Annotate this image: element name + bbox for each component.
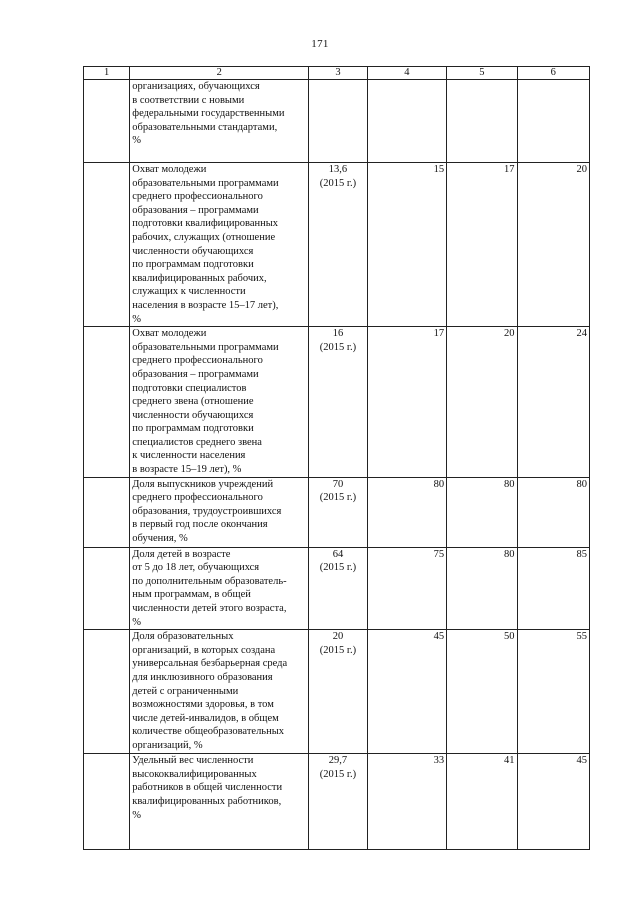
target-cell-2: 41 <box>447 754 517 850</box>
table-row <box>84 754 590 850</box>
target-cell-2 <box>447 80 517 163</box>
target-cell-1: 17 <box>367 327 446 478</box>
indicator-cell: Доля выпускников учреждений среднего профессионального образования, трудоустроившихся в первый год после окончания обучения, % <box>130 477 309 547</box>
indicator-cell: Охват молодежи образовательными программами среднего профессионального образования – программами подготовки квалифицированных рабочих, служащих (отношение численности обучающихся по программам подготовки квалифицированных рабочих, служащих к численности населения в возрасте 15–17 лет), % <box>130 163 309 327</box>
row-number-cell <box>84 477 130 547</box>
baseline-cell: 29,7 (2015 г.) <box>309 754 367 850</box>
target-cell-1 <box>367 80 446 163</box>
indicator-cell: Охват молодежи образовательными программами среднего профессионального образования – программами подготовки специалистов среднего звена (отношение численности обучающихся по программам подготовки специалистов среднего звена к численности населения в возрасте 15–19 лет), % <box>130 327 309 478</box>
column-header-5: 5 <box>447 67 517 80</box>
table-header-row <box>84 67 590 80</box>
target-cell-3: 24 <box>517 327 589 478</box>
row-number-cell <box>84 754 130 850</box>
target-cell-1: 45 <box>367 630 446 754</box>
column-header-4: 4 <box>367 67 446 80</box>
target-cell-3: 80 <box>517 477 589 547</box>
table-row <box>84 163 590 327</box>
indicators-table <box>83 66 590 850</box>
baseline-cell: 13,6 (2015 г.) <box>309 163 367 327</box>
table-row <box>84 547 590 630</box>
table-row <box>84 327 590 478</box>
indicator-cell: организациях, обучающихся в соответствии с новыми федеральными государственными образовательными стандартами, % <box>130 80 309 163</box>
target-cell-2: 80 <box>447 547 517 630</box>
column-header-1: 1 <box>84 67 130 80</box>
row-number-cell <box>84 80 130 163</box>
baseline-cell: 16 (2015 г.) <box>309 327 367 478</box>
target-cell-3: 45 <box>517 754 589 850</box>
table-row <box>84 630 590 754</box>
baseline-cell <box>309 80 367 163</box>
indicator-cell: Удельный вес численности высококвалифицированных работников в общей численности квалифицированных работников, % <box>130 754 309 850</box>
target-cell-2: 80 <box>447 477 517 547</box>
column-header-6: 6 <box>517 67 589 80</box>
column-header-2: 2 <box>130 67 309 80</box>
target-cell-3: 20 <box>517 163 589 327</box>
target-cell-1: 33 <box>367 754 446 850</box>
target-cell-3: 85 <box>517 547 589 630</box>
indicator-cell: Доля детей в возрасте от 5 до 18 лет, обучающихся по дополнительным образователь- ным программам, в общей численности детей этого возраста, % <box>130 547 309 630</box>
target-cell-1: 75 <box>367 547 446 630</box>
target-cell-3: 55 <box>517 630 589 754</box>
row-number-cell <box>84 547 130 630</box>
target-cell-3 <box>517 80 589 163</box>
target-cell-2: 17 <box>447 163 517 327</box>
column-header-3: 3 <box>309 67 367 80</box>
baseline-cell: 20 (2015 г.) <box>309 630 367 754</box>
baseline-cell: 64 (2015 г.) <box>309 547 367 630</box>
target-cell-1: 15 <box>367 163 446 327</box>
table-row <box>84 80 590 163</box>
page-number: 171 <box>311 38 329 50</box>
target-cell-2: 50 <box>447 630 517 754</box>
row-number-cell <box>84 630 130 754</box>
row-number-cell <box>84 327 130 478</box>
target-cell-2: 20 <box>447 327 517 478</box>
target-cell-1: 80 <box>367 477 446 547</box>
baseline-cell: 70 (2015 г.) <box>309 477 367 547</box>
table-row <box>84 477 590 547</box>
indicator-cell: Доля образовательных организаций, в которых создана универсальная безбарьерная среда для инклюзивного образования детей с ограниченными возможностями здоровья, в том числе детей-инвалидов, в общем количестве общеобразовательных организаций, % <box>130 630 309 754</box>
row-number-cell <box>84 163 130 327</box>
